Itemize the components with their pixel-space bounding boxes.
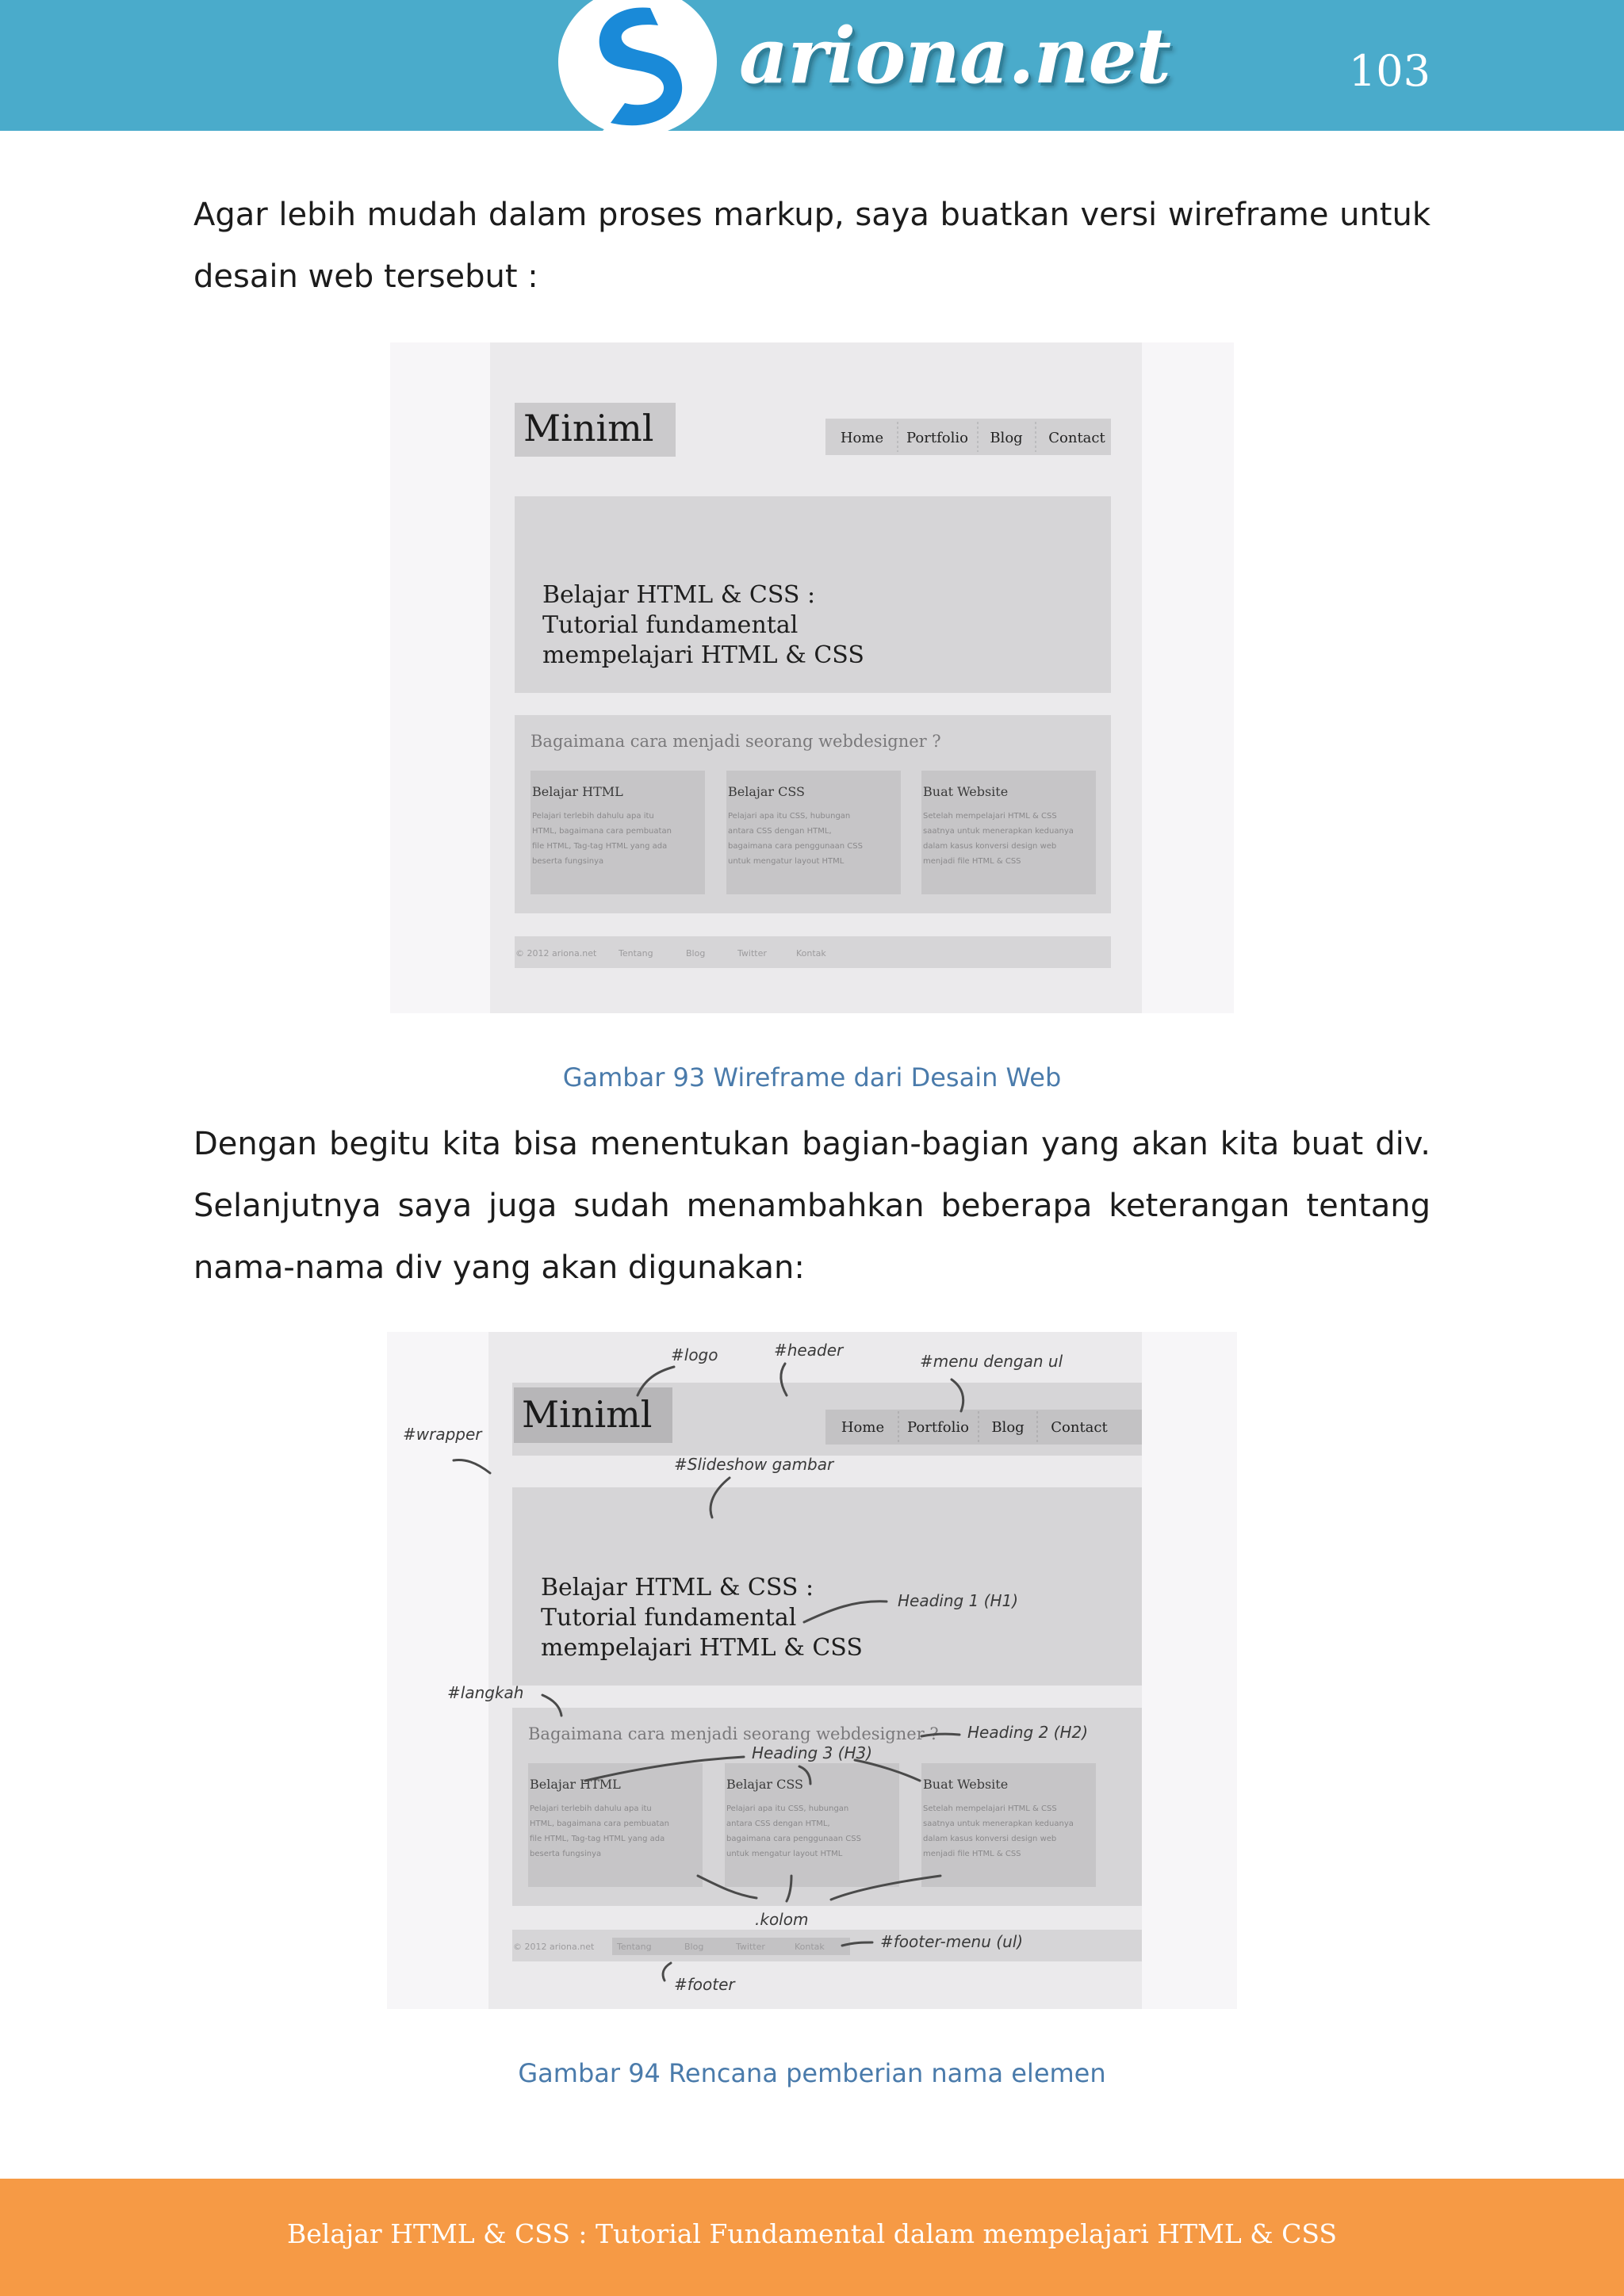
ann-col2-line2: antara CSS dengan HTML, <box>726 1820 830 1828</box>
wf-menu-blog: Blog <box>990 430 1023 446</box>
wf-col2-line1: Pelajari apa itu CSS, hubungan <box>728 812 851 821</box>
ann-col2-line4: untuk mengatur layout HTML <box>726 1850 843 1858</box>
page-number: 103 <box>1348 46 1431 96</box>
ann-footer-copy: © 2012 ariona.net <box>513 1942 595 1952</box>
figure-94-caption: Gambar 94 Rencana pemberian nama elemen <box>518 2058 1106 2088</box>
wf-slide-line3: mempelajari HTML & CSS <box>542 641 864 669</box>
label-langkah: #langkah <box>447 1683 524 1702</box>
ann-col2-title: Belajar CSS <box>726 1777 803 1792</box>
ann-steps-heading: Bagaimana cara menjadi seorang webdesigner ? <box>528 1724 939 1743</box>
speech-bubble-logo-icon <box>555 0 720 143</box>
wf-col3-title: Buat Website <box>923 784 1009 799</box>
ann-menu-blog: Blog <box>991 1419 1025 1436</box>
wf-menu-contact: Contact <box>1048 430 1105 446</box>
label-header: #header <box>774 1341 844 1360</box>
ann-col3-line2: saatnya untuk menerapkan keduanya <box>923 1820 1074 1828</box>
ann-logo-text: Miniml <box>522 1393 653 1436</box>
wf-menu-home: Home <box>840 430 884 446</box>
wf-footer-link-3: Twitter <box>737 948 767 959</box>
wf-menu-portfolio: Portfolio <box>906 430 968 446</box>
label-menu: #menu dengan ul <box>920 1352 1063 1371</box>
label-kolom: .kolom <box>755 1910 809 1929</box>
wf-slide-line1: Belajar HTML & CSS : <box>542 581 816 609</box>
wf-footer-copy: © 2012 ariona.net <box>515 948 597 959</box>
ann-col1-line4: beserta fungsinya <box>530 1850 602 1858</box>
label-slideshow: #Slideshow gambar <box>674 1455 834 1474</box>
wf-col1-line2: HTML, bagaimana cara pembuatan <box>532 827 672 836</box>
ann-menu-home: Home <box>841 1419 885 1436</box>
wf-col2-line2: antara CSS dengan HTML, <box>728 827 832 836</box>
label-h3: Heading 3 (H3) <box>752 1743 873 1762</box>
ann-col1-line1: Pelajari terlebih dahulu apa itu <box>530 1804 652 1813</box>
wf-logo-text: Miniml <box>523 407 654 450</box>
wf-steps-heading: Bagaimana cara menjadi seorang webdesigner ? <box>530 732 941 751</box>
wf-footer-link-4: Kontak <box>796 948 826 959</box>
label-h1: Heading 1 (H1) <box>898 1591 1019 1610</box>
ann-menu-contact: Contact <box>1051 1419 1108 1436</box>
wf-col2-title: Belajar CSS <box>728 784 805 799</box>
logo-text: ariona.net <box>739 11 1170 101</box>
wf-col1-line4: beserta fungsinya <box>532 857 604 866</box>
label-logo: #logo <box>671 1345 718 1364</box>
footer-text: Belajar HTML & CSS : Tutorial Fundamental dalam mempelajari HTML & CSS <box>287 2218 1337 2249</box>
ann-col2-line1: Pelajari apa itu CSS, hubungan <box>726 1804 849 1813</box>
wf-col3-line3: dalam kasus konversi design web <box>923 842 1057 851</box>
ann-slide-line1: Belajar HTML & CSS : <box>541 1574 814 1601</box>
wf-col3-line4: menjadi file HTML & CSS <box>923 857 1021 866</box>
wf-col1-line3: file HTML, Tag-tag HTML yang ada <box>532 842 668 851</box>
ann-footer-link-4: Kontak <box>795 1942 825 1952</box>
wf-col3-line1: Setelah mempelajari HTML & CSS <box>923 812 1057 821</box>
wf-slide-line2: Tutorial fundamental <box>542 611 799 639</box>
label-footer-menu: #footer-menu (ul) <box>880 1932 1024 1951</box>
label-wrapper: #wrapper <box>403 1425 482 1444</box>
ann-slide-line3: mempelajari HTML & CSS <box>541 1634 863 1662</box>
ann-slide-line2: Tutorial fundamental <box>541 1604 797 1632</box>
wireframe-figure <box>390 342 1234 1013</box>
label-footer: #footer <box>674 1975 735 1994</box>
label-h2: Heading 2 (H2) <box>967 1723 1089 1742</box>
figure-93-caption: Gambar 93 Wireframe dari Desain Web <box>562 1062 1062 1093</box>
ann-col3-line3: dalam kasus konversi design web <box>923 1835 1057 1843</box>
ann-col1-title: Belajar HTML <box>530 1777 621 1792</box>
second-paragraph: Dengan begitu kita bisa menentukan bagian-bagian yang akan kita buat div. Selanjutnya saya juga sudah menambahkan beberapa keterangan tentang nama-nama div yang akan digunakan: <box>193 1126 1431 1286</box>
wf-col2-line4: untuk mengatur layout HTML <box>728 857 845 866</box>
ann-menu-portfolio: Portfolio <box>907 1419 969 1436</box>
ann-footer-link-3: Twitter <box>736 1942 765 1952</box>
page-footer-bar <box>0 2179 1624 2296</box>
ann-col1-line2: HTML, bagaimana cara pembuatan <box>530 1820 669 1828</box>
intro-paragraph: Agar lebih mudah dalam proses markup, saya buatkan versi wireframe untuk desain web tersebut : <box>193 197 1431 295</box>
ann-col3-line4: menjadi file HTML & CSS <box>923 1850 1021 1858</box>
ann-col1-line3: file HTML, Tag-tag HTML yang ada <box>530 1835 665 1843</box>
wf-footer-link-1: Tentang <box>619 948 653 959</box>
ann-col2-line3: bagaimana cara penggunaan CSS <box>726 1835 861 1843</box>
page-header-bar <box>0 0 1624 131</box>
site-logo <box>555 0 1170 147</box>
ann-footer-link-2: Blog <box>684 1942 704 1952</box>
wf-col2-line3: bagaimana cara penggunaan CSS <box>728 842 863 851</box>
annotated-wireframe-figure <box>387 1332 1237 2009</box>
ann-footer-link-1: Tentang <box>617 1942 652 1952</box>
wf-col1-line1: Pelajari terlebih dahulu apa itu <box>532 812 654 821</box>
wf-footer-link-2: Blog <box>686 948 706 959</box>
wf-col1-title: Belajar HTML <box>532 784 623 799</box>
ann-col3-title: Buat Website <box>923 1777 1009 1792</box>
ann-col3-line1: Setelah mempelajari HTML & CSS <box>923 1804 1057 1813</box>
wf-col3-line2: saatnya untuk menerapkan keduanya <box>923 827 1074 836</box>
